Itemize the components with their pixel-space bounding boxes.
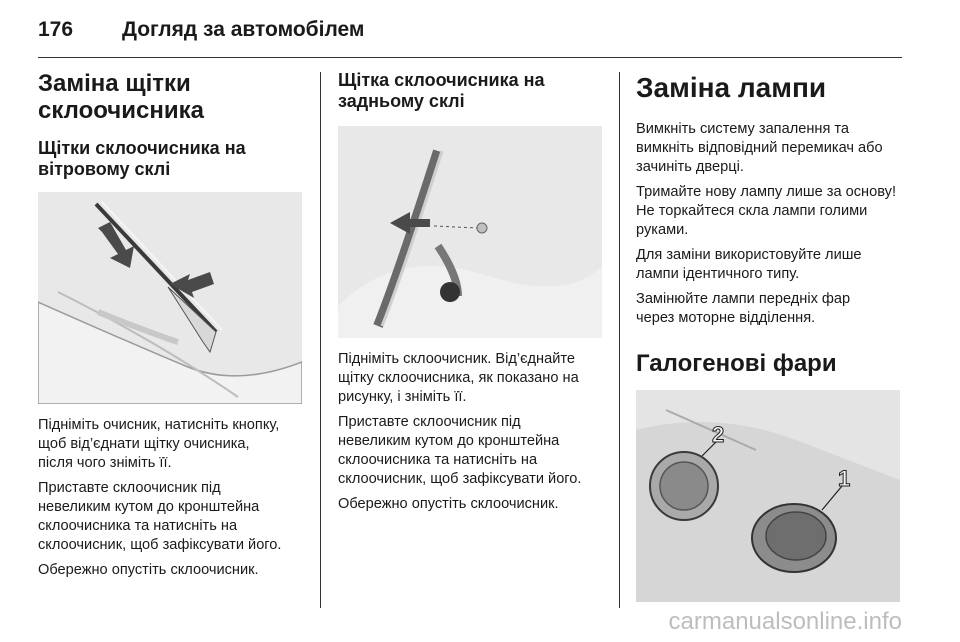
paragraph: Підніміть очисник, натисніть кнопку, щоб від’єднати щітку очисника, після чого зніміть її. [38,417,280,471]
section-heading: Щітка склоочисника на задньому склі [338,70,545,111]
headlamp-drawing [636,390,900,602]
paragraph: Приставте склоочисник під невеликим кутом до кронштейна склоочисника та натисніть на склоочисник, щоб зафіксувати його. [338,414,582,487]
wiper-drawing [38,192,302,404]
page-header [38,14,902,50]
rear-wiper-illustration [338,126,602,338]
column-divider [619,72,620,608]
paragraph: Для заміни використовуйте лише лампи ідентичного типу. [636,247,862,282]
paragraph: Обережно опустіть склоочисник. [338,496,559,512]
column-bulb-replacement [636,70,902,602]
column-windscreen-wiper [38,70,306,580]
page-number: 176 [38,18,74,41]
callout-1: 1 [838,466,851,491]
column-rear-wiper [338,70,604,514]
paragraph: Приставте склоочисник під невеликим кутом до кронштейна склоочисника та натисніть на склоочисник, щоб зафіксувати його. [38,480,282,553]
rear-wiper-drawing [338,126,602,338]
header-rule [38,57,902,58]
section-heading: Заміна лампи [636,72,827,103]
watermark: carmanualsonline.info [668,608,902,635]
paragraph: Підніміть склоочисник. Від’єднайте щітку склоочисника, як показано на рисунку, і зніміть її. [338,351,579,405]
section-heading: Заміна щітки склоочисника [38,70,204,124]
callout-2: 2 [712,422,725,447]
running-title: Догляд за автомобілем [122,18,365,41]
section-subheading: Галогенові фари [636,350,837,377]
section-subheading: Щітки склоочисника на вітровому склі [38,138,246,179]
headlamp-illustration [636,390,900,602]
windscreen-wiper-illustration [38,192,302,404]
column-divider [320,72,321,608]
paragraph: Замінюйте лампи передніх фар через моторне відділення. [636,291,851,326]
paragraph: Обережно опустіть склоочисник. [38,562,259,578]
paragraph: Тримайте нову лампу лише за основу! Не торкайтеся скла лампи голими руками. [636,184,897,238]
paragraph: Вимкніть систему запалення та вимкніть відповідний перемикач або зачиніть дверці. [636,121,883,175]
